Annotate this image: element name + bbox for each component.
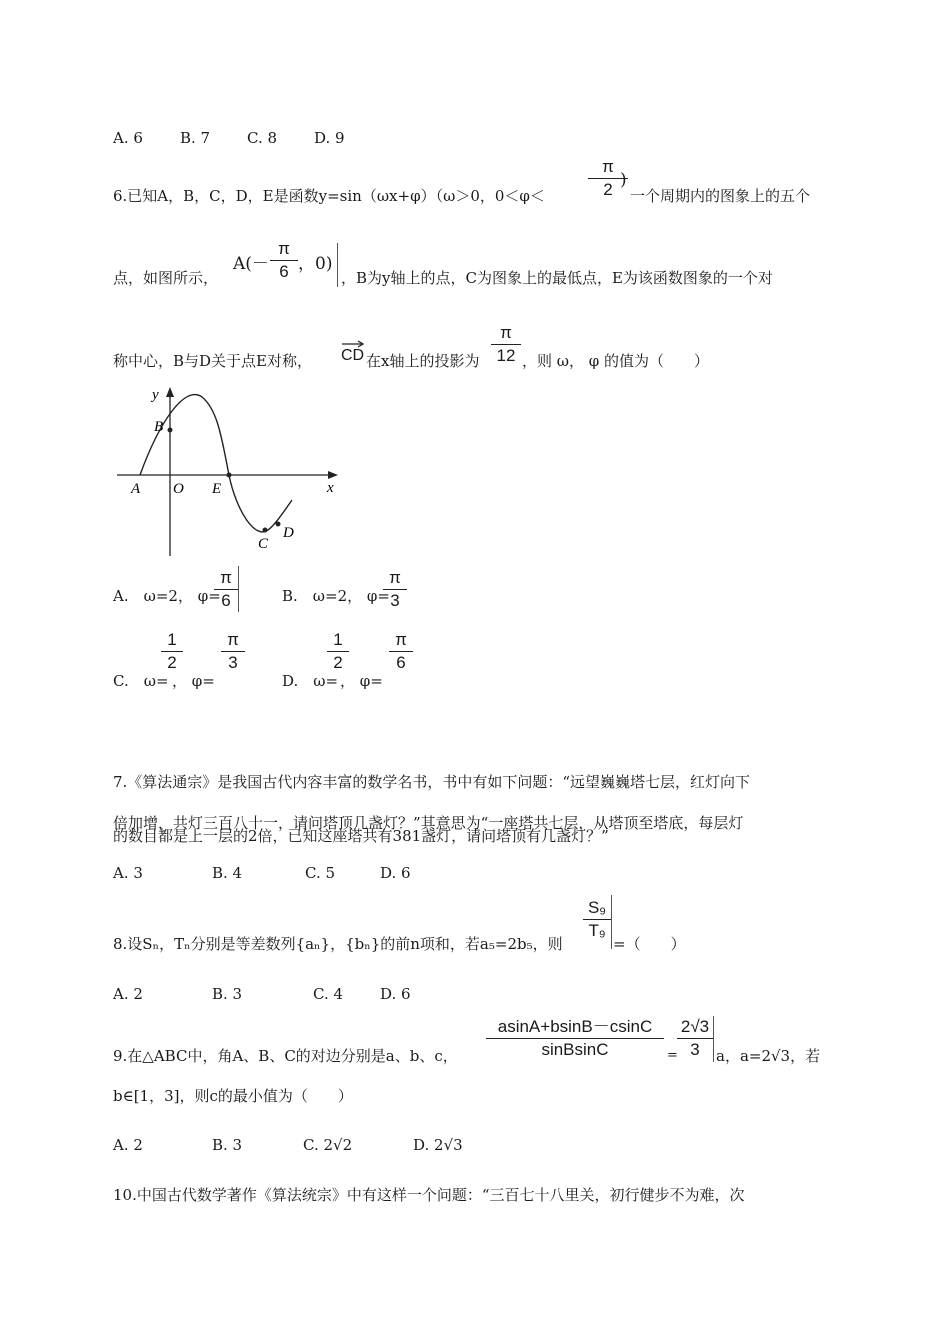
q7-options xyxy=(113,863,411,883)
q7-line3: 的数目都是上一层的2倍，已知这座塔共有381盏灯，请问塔顶有几盏灯？” xyxy=(113,827,609,845)
q6-option-d-comma: ， φ= xyxy=(340,672,383,690)
q9-big-den: sinBsinC xyxy=(541,1040,609,1059)
q6-option-c-comma: ， φ= xyxy=(172,672,215,690)
q6-point-a-den: 6 xyxy=(279,262,289,281)
q6-vector-cd xyxy=(341,346,364,366)
q6-point-a: A(－ xyxy=(233,254,269,274)
vector-arrow-icon xyxy=(341,340,365,348)
q9-rhs-num: 2√3 xyxy=(680,1017,710,1036)
formula-image-edge xyxy=(337,243,338,287)
q6-option-d-phi-fraction xyxy=(389,629,413,674)
q5-options xyxy=(113,128,345,148)
q6-projection-num: π xyxy=(500,323,512,342)
q5-option-d: D. 9 xyxy=(314,129,345,147)
graph-label-d: D xyxy=(283,525,294,541)
option-b-num: π xyxy=(389,568,401,587)
option-c-w-num: 1 xyxy=(167,630,177,649)
q6-vector-label: CD xyxy=(341,347,365,364)
formula-image-edge xyxy=(713,1016,714,1062)
option-d-w-den: 2 xyxy=(333,653,343,672)
q9-line2: b∈[1，3]，则c的最小值为（ ） xyxy=(113,1087,353,1105)
q8-ratio-den: T₉ xyxy=(588,921,606,940)
q9-option-a: A. 2 xyxy=(113,1136,143,1154)
y-axis-arrow-icon xyxy=(166,387,174,397)
graph-label-e: E xyxy=(212,481,222,497)
q9-big-fraction xyxy=(486,1016,664,1061)
q9-big-num: asinA+bsinB－csinC xyxy=(497,1017,653,1036)
q6-projection-fraction xyxy=(491,322,521,367)
q6-option-c-label: C. ω= xyxy=(113,672,169,690)
q9-end: a，a=2√3，若 xyxy=(716,1047,821,1065)
q8-text: 8.设Sₙ，Tₙ分别是等差数列{aₙ}，{bₙ}的前n项和，若a₅=2b₅，则 xyxy=(113,935,563,953)
q6-line3-mid: 在x轴上的投影为 xyxy=(366,352,480,370)
q6-option-a-fraction xyxy=(214,567,238,612)
q8-options xyxy=(113,984,411,1004)
q6-line3-start: 称中心，B与D关于点E对称， xyxy=(113,352,313,370)
option-a-num: π xyxy=(220,568,232,587)
q7-option-c: C. 5 xyxy=(305,864,336,882)
option-d-p-num: π xyxy=(395,630,407,649)
option-c-p-den: 3 xyxy=(228,653,238,672)
formula-image-edge xyxy=(611,895,612,949)
point-d xyxy=(276,522,281,527)
q9-option-c: C. 2√2 xyxy=(303,1136,353,1154)
q6-line2-end: ，B为y轴上的点，C为图象上的最低点，E为该函数图象的一个对 xyxy=(341,269,773,287)
graph-label-a: A xyxy=(131,481,141,497)
q6-point-a-end: ，0) xyxy=(298,254,333,274)
q8-end: =（ ） xyxy=(613,935,686,953)
option-a-den: 6 xyxy=(221,591,231,610)
q9-equals: = xyxy=(667,1048,678,1063)
q6-projection-den: 12 xyxy=(496,346,516,365)
q7-option-d: D. 6 xyxy=(380,864,411,882)
graph-label-x: x xyxy=(327,480,334,496)
q6-option-c-phi-fraction xyxy=(221,629,245,674)
point-e xyxy=(227,473,232,478)
q7-line1: 7.《算法通宗》是我国古代内容丰富的数学名书，书中有如下问题：“远望巍巍塔七层，红灯向下 xyxy=(113,773,750,791)
q8-option-a: A. 2 xyxy=(113,985,143,1003)
q9-options xyxy=(113,1135,463,1155)
q6-line1: 6.已知A，B，C，D，E是函数y=sin（ωx+φ）（ω＞0，0＜φ＜ xyxy=(113,187,545,205)
q5-option-b: B. 7 xyxy=(180,129,211,147)
q8-option-d: D. 6 xyxy=(380,985,411,1003)
q6-sine-graph xyxy=(112,382,347,562)
x-axis-arrow-icon xyxy=(328,471,338,479)
option-c-w-den: 2 xyxy=(167,653,177,672)
q7-option-b: B. 4 xyxy=(212,864,243,882)
formula-image-edge xyxy=(238,566,239,612)
q8-option-c: C. 4 xyxy=(313,985,344,1003)
q9-option-d: D. 2√3 xyxy=(413,1136,463,1154)
graph-label-o: O xyxy=(173,481,184,497)
graph-label-c: C xyxy=(258,536,269,552)
q6-close-paren: ) xyxy=(620,170,627,190)
q6-phi-bound-den: 2 xyxy=(603,180,613,199)
q9-rhs-fraction xyxy=(677,1016,713,1061)
q8-ratio-fraction xyxy=(583,897,611,942)
q6-line3-end: ，则 ω， φ 的值为（ ） xyxy=(522,352,710,370)
q10-line1: 10.中国古代数学著作《算法统宗》中有这样一个问题：“三百七十八里关，初行健步不为难，次 xyxy=(113,1186,745,1204)
q6-line2-start: 点，如图所示， xyxy=(113,269,219,287)
point-c xyxy=(263,528,268,533)
q6-point-a-fraction xyxy=(270,238,298,283)
q6-option-b-fraction xyxy=(383,567,407,612)
point-b xyxy=(168,428,173,433)
q6-option-a: A. ω=2， φ= xyxy=(113,587,221,605)
q9-option-b: B. 3 xyxy=(212,1136,243,1154)
q5-option-a: A. 6 xyxy=(113,129,143,147)
q9-rhs-den: 3 xyxy=(690,1040,700,1059)
q7-option-a: A. 3 xyxy=(113,864,143,882)
q9-text: 9.在△ABC中，角A、B、C的对边分别是a、b、c， xyxy=(113,1047,458,1065)
q6-option-b: B. ω=2， φ= xyxy=(282,587,390,605)
option-d-w-num: 1 xyxy=(333,630,343,649)
q6-phi-bound-num: π xyxy=(602,157,614,176)
q6-option-d-label: D. ω= xyxy=(282,672,339,690)
q6-option-c-omega-fraction xyxy=(161,629,183,674)
q6-point-a-num: π xyxy=(278,239,290,258)
q6-line1-end: 一个周期内的图象上的五个 xyxy=(630,187,811,205)
sine-curve xyxy=(140,395,292,532)
q8-option-b: B. 3 xyxy=(212,985,243,1003)
option-d-p-den: 6 xyxy=(396,653,406,672)
q7-line2: 倍加增，共灯三百八十一，请问塔顶几盏灯？”其意思为“一座塔共七层，从塔顶至塔底，每层灯 xyxy=(113,814,744,832)
q6-option-d-omega-fraction xyxy=(327,629,349,674)
option-b-den: 3 xyxy=(390,591,400,610)
option-c-p-num: π xyxy=(227,630,239,649)
q8-ratio-num: S₉ xyxy=(587,898,607,917)
graph-label-y: y xyxy=(152,387,159,403)
graph-label-b: B xyxy=(154,419,164,435)
q5-option-c: C. 8 xyxy=(247,129,278,147)
